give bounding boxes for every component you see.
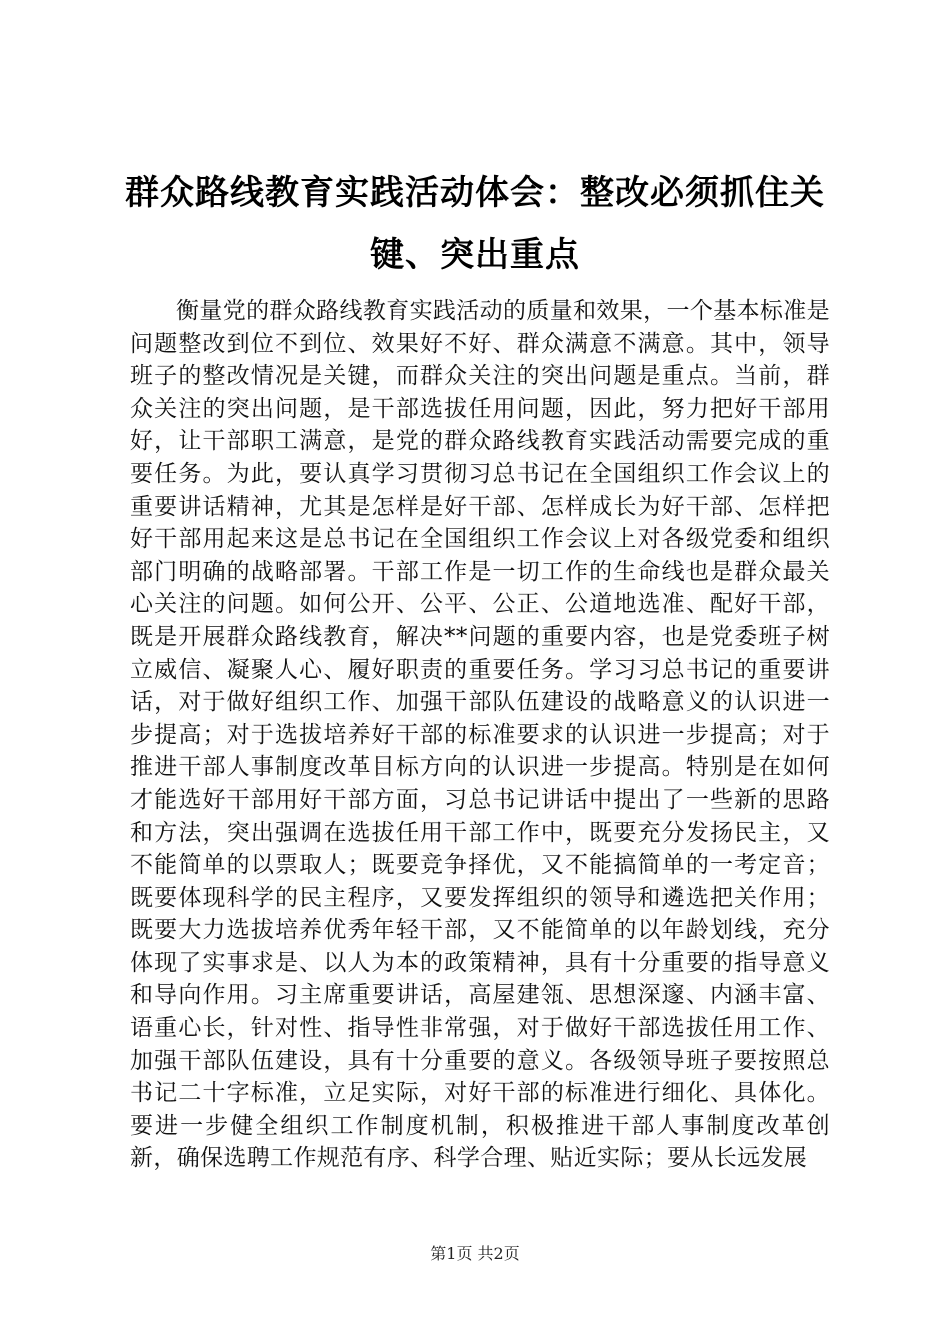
body-paragraph: 衡量党的群众路线教育实践活动的质量和效果，一个基本标准是问题整改到位不到位、效果好不好、群众满意不满意。其中，领导班子的整改情况是关键，而群众关注的突出问题是重点。当前，群众关注的突出问题，是干部选拔任用问题，因此，努力把好干部用好，让干部职工满意，是党的群众路线教育实践活动需要完成的重要任务。为此，要认真学习贯彻习总书记在全国组织工作会议上的重要讲话精神，尤其是怎样是好干部、怎样成长为好干部、怎样把好干部用起来这是总书记在全国组织工作会议上对各级党委和组织部门明确的战略部署。干部工作是一切工作的生命线也是群众最关心关注的问题。如何公开、公平、公正、公道地选准、配好干部，既是开展群众路线教育，解决**问题的重要内容，也是党委班子树立威信、凝聚人心、履好职责的重要任务。学习习总书记的重要讲话，对于做好组织工作、加强干部队伍建设的战略意义的认识进一步提高；对于选拔培养好干部的标准要求的认识进一步提高；对于推进干部人事制度改革目标方向的认识进一步提高。特别是在如何才能选好干部用好干部方面，习总书记讲话中提出了一些新的思路和方法，突出强调在选拔任用干部工作中，既要充分发扬民主，又不能简单的以票取人；既要竞争择优，又不能搞简单的一考定音；既要体现科学的民主程序，又要发挥组织的领导和遴选把关作用；既要大力选拔培养优秀年轻干部，又不能简单的以年龄划线，充分体现了实事求是、以人为本的政策精神，具有十分重要的指导意义和导向作用。习主席重要讲话，高屋建瓴、思想深邃、内涵丰富、语重心长，针对性、指导性非常强，对于做好干部选拔任用工作、加强干部队伍建设，具有十分重要的意义。各级领导班子要按照总书记二十字标准，立足实际，对好干部的标准进行细化、具体化。要进一步健全组织工作制度机制，积极推进干部人事制度改革创新，确保选聘工作规范有序、科学合理、贴近实际；要从长远发展 [130,298,830,1172]
page-number-footer: 第1页 共2页 [430,1244,520,1263]
document-title: 群众路线教育实践活动体会：整改必须抓住关键、突出重点 [125,173,825,275]
